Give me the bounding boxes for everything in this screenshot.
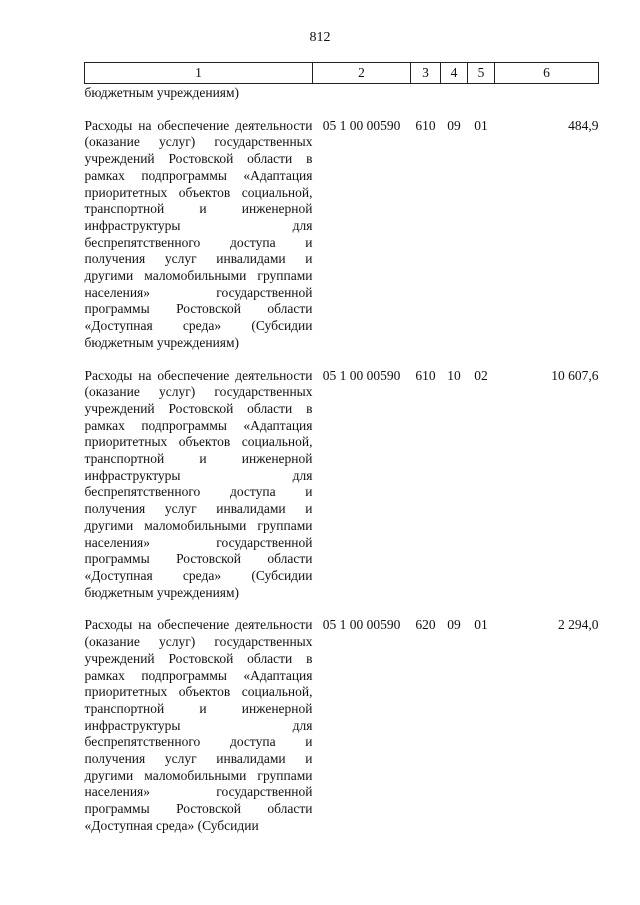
row-subsection: 01	[474, 117, 488, 133]
row-amount: 2 294,0	[558, 617, 599, 633]
row-description: Расходы на обеспечение деятельности (оказание услуг) государственных учреждений Ростовской области в рамках подпрограммы «Адаптация приоритетных объектов социальной, транспортной и инженерной инфраструктуры для беспрепятственного доступа и получения услуг инвалидами и другими маломобильными группами населения» государственной программы Ростовской области «Доступная среда» (Субсидии бюджетным учреждениям)	[84, 367, 313, 600]
row-subsection: 02	[474, 367, 488, 383]
header-cell-description: 1	[85, 63, 313, 84]
row-amount: 10 607,6	[551, 367, 599, 383]
row-amount: 484,9	[568, 117, 599, 133]
row-target-code: 05 1 00 00590	[322, 117, 401, 133]
continuation-text: бюджетным учреждениям)	[84, 85, 240, 100]
header-cell-sum: 6	[495, 63, 599, 84]
row-section: 09	[447, 617, 461, 633]
table-header-row	[85, 63, 599, 84]
row-section: 10	[447, 367, 461, 383]
header-cell-vr: 3	[411, 63, 441, 84]
row-description: Расходы на обеспечение деятельности (оказание услуг) государственных учреждений Ростовской области в рамках подпрограммы «Адаптация приоритетных объектов социальной, транспортной и инженерной инфраструктуры для беспрепятственного доступа и получения услуг инвалидами и другими маломобильными группами населения» государственной программы Ростовской области «Доступная среда» (Субсидии	[84, 617, 313, 833]
row-subsection: 01	[474, 617, 488, 633]
row-target-code: 05 1 00 00590	[322, 367, 401, 383]
row-expense-type: 620	[415, 617, 436, 633]
row-description: Расходы на обеспечение деятельности (оказание услуг) государственных учреждений Ростовской области в рамках подпрограммы «Адаптация приоритетных объектов социальной, транспортной и инженерной инфраструктуры для беспрепятственного доступа и получения услуг инвалидами и другими маломобильными группами населения» государственной программы Ростовской области «Доступная среда» (Субсидии бюджетным учреждениям)	[84, 117, 313, 350]
table-row	[85, 601, 599, 834]
table-row	[85, 352, 599, 602]
row-expense-type: 610	[415, 117, 436, 133]
table-row	[85, 102, 599, 352]
page-number: 812	[309, 30, 331, 45]
header-cell-pr: 5	[468, 63, 495, 84]
budget-table	[84, 62, 599, 835]
header-cell-rz: 4	[441, 63, 468, 84]
header-cell-code: 2	[313, 63, 411, 84]
row-section: 09	[447, 117, 461, 133]
row-expense-type: 610	[415, 367, 436, 383]
row-target-code: 05 1 00 00590	[322, 617, 401, 633]
table-row-continuation	[85, 84, 599, 102]
